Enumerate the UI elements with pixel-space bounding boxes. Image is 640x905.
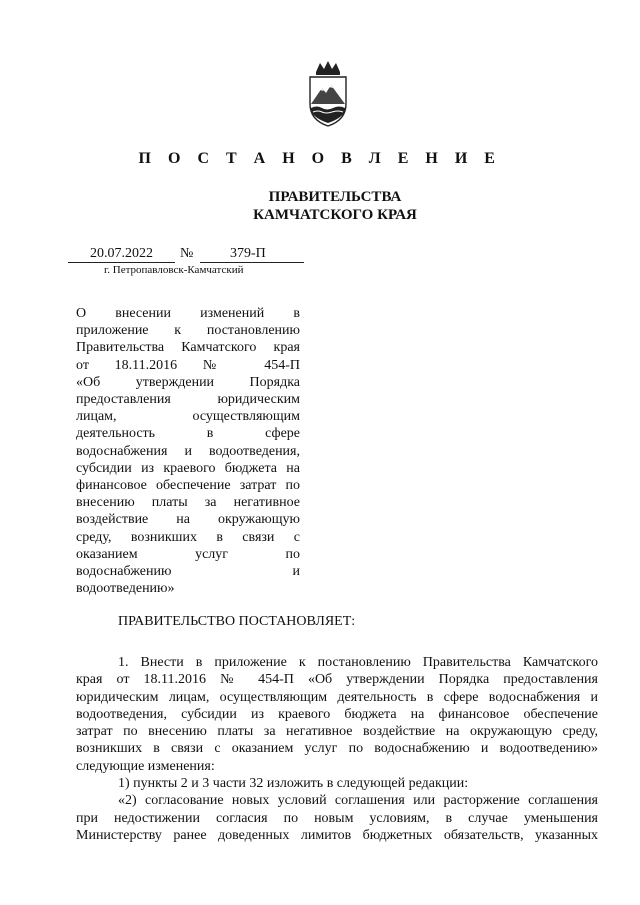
subject-line: «Об утверждении Порядка [76, 374, 300, 390]
body-line: при недостижении согласия по новым условиям, в случае уменьшения [76, 810, 598, 826]
subject-line: оказанием услуг по [76, 546, 300, 562]
issuer-line-2: КАМЧАТСКОГО КРАЯ [253, 207, 417, 223]
subject-line: О внесении изменений в [76, 306, 300, 321]
body-line: возникших в связи с оказанием услуг по водоснабжению и водоотведению» [76, 741, 598, 757]
body-line: 1) пункты 2 и 3 части 32 изложить в следующей редакции: [118, 776, 469, 792]
subject-line: водоотведению» [76, 581, 175, 597]
body-line: затрат по внесению платы за негативное воздействие на окружающую среду, [76, 724, 598, 740]
issuer-heading [0, 188, 640, 224]
subject-line: воздействие на окружающую [76, 512, 300, 528]
document-date: 20.07.2022 [90, 246, 153, 261]
subject-line: от 18.11.2016 № 454-П [76, 357, 300, 373]
subject-line: субсидии из краевого бюджета на [76, 460, 300, 476]
issue-city: г. Петропавловск-Камчатский [104, 264, 244, 276]
number-sign: № [180, 246, 194, 261]
document-type-title: П О С Т А Н О В Л Е Н И Е [138, 150, 502, 167]
body-line: следующие изменения: [76, 758, 215, 774]
subject-line: деятельность в сфере [76, 426, 300, 442]
subject-line: внесению платы за негативное [76, 495, 300, 511]
body-line: юридическим лицам, осуществляющим деятельность в сфере водоснабжения и [76, 689, 598, 705]
document-body [76, 654, 598, 844]
document-subject [76, 305, 300, 597]
subject-line: финансовое обеспечение затрат по [76, 478, 300, 494]
subject-line: среду, возникших в связи с [76, 529, 300, 545]
subject-line: лицам, осуществляющим [76, 409, 300, 425]
body-line: Министерству ранее доведенных лимитов бюджетных обязательств, указанных [76, 827, 598, 843]
resolution-heading: ПРАВИТЕЛЬСТВО ПОСТАНОВЛЯЕТ: [118, 614, 356, 629]
subject-line: приложение к постановлению [76, 323, 300, 339]
body-line: края от 18.11.2016 № 454-П «Об утверждении Порядка предоставления [76, 672, 598, 688]
document-number: 379-П [230, 246, 266, 261]
coat-of-arms-emblem [300, 60, 356, 128]
body-line: водоотведения, субсидии из краевого бюджета на финансовое обеспечение [76, 706, 598, 722]
subject-line: Правительства Камчатского края [76, 340, 300, 356]
number-underline [200, 262, 304, 263]
body-line: 1. Внести в приложение к постановлению Правительства Камчатского [118, 655, 598, 670]
subject-line: предоставления юридическим [76, 392, 300, 408]
date-underline [68, 262, 175, 263]
subject-line: водоснабжению и [76, 564, 300, 580]
subject-line: водоснабжения и водоотведения, [76, 443, 300, 459]
issuer-line-1: ПРАВИТЕЛЬСТВА [268, 189, 402, 205]
body-line: «2) согласование новых условий соглашения или расторжение соглашения [118, 793, 598, 809]
